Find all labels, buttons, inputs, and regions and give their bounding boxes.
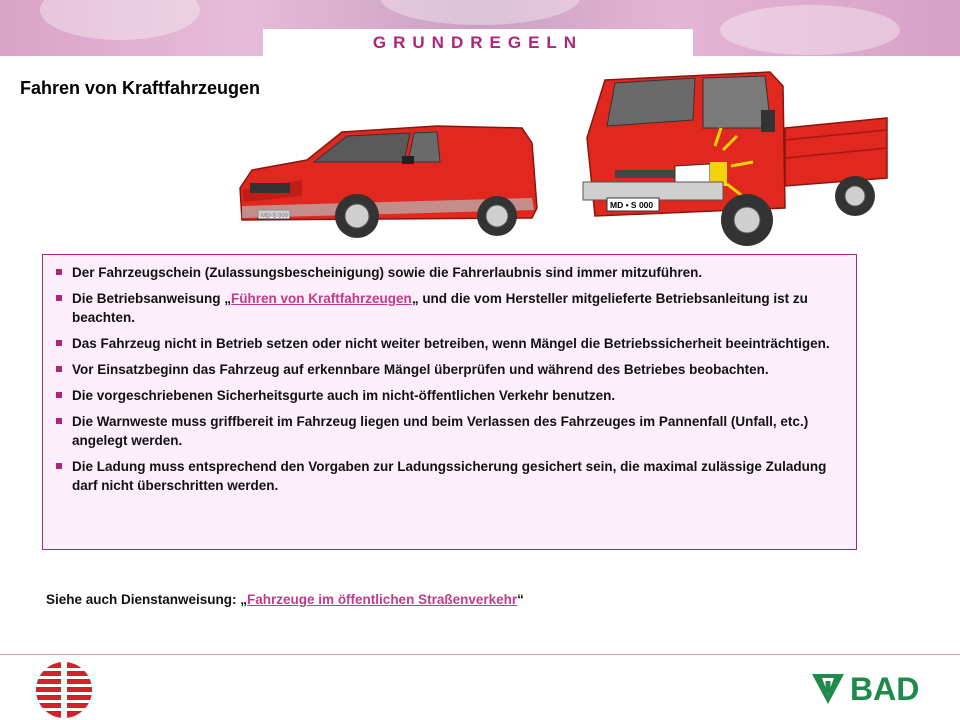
link-fuehren-von-kraftfahrzeugen[interactable]: Führen von Kraftfahrzeugen — [231, 291, 412, 306]
rule-item: Die vorgeschriebenen Sicherheitsgurte auch im nicht-öffentlichen Verkehr benutzen. — [53, 386, 846, 405]
page-title: Fahren von Kraftfahrzeugen — [20, 78, 261, 98]
link-fahrzeuge-im-strassenverkehr[interactable]: Fahrzeuge im öffentlichen Straßenverkehr — [247, 592, 518, 607]
rules-box — [42, 254, 857, 550]
rules-list — [43, 255, 856, 495]
rule-item: Das Fahrzeug nicht in Betrieb setzen oder nicht weiter betreiben, wenn Mängel die Betriebssicherheit beeinträchtigen. — [53, 334, 846, 353]
rule-item: Die Betriebsanweisung „Führen von Kraftfahrzeugen„ und die vom Hersteller mitgelieferte Betriebsanleitung ist zu beachten. — [53, 289, 846, 327]
rule-item: Der Fahrzeugschein (Zulassungsbescheinigung) sowie die Fahrerlaubnis sind immer mitzuführen. — [53, 263, 846, 282]
bullet-icon — [56, 269, 62, 275]
bullet-icon — [56, 295, 62, 301]
rule-item: Die Ladung muss entsprechend den Vorgaben zur Ladungssicherung gesichert sein, die maximal zulässige Zuladung darf nicht überschritten werden. — [53, 457, 846, 495]
bullet-icon — [56, 463, 62, 469]
van-illustration — [232, 118, 542, 248]
bullet-icon — [56, 418, 62, 424]
page-section-title: GRUNDREGELN — [372, 33, 584, 52]
footer-divider — [0, 654, 960, 655]
bad-logo-text: BAD — [850, 671, 920, 707]
see-also-note: Siehe auch Dienstanweisung: „Fahrzeuge im öffentlichen Straßenverkehr“ — [46, 592, 524, 607]
rule-item: Die Warnweste muss griffbereit im Fahrzeug liegen und beim Verlassen des Fahrzeuges im Pannenfall (Unfall, etc.) angelegt werden. — [53, 412, 846, 450]
bullet-icon — [56, 340, 62, 346]
rule-item: Vor Einsatzbeginn das Fahrzeug auf erkennbare Mängel überprüfen und während des Betriebes beobachten. — [53, 360, 846, 379]
truck-license-plate: MD • S 000 — [610, 200, 654, 210]
truck-illustration — [575, 58, 895, 254]
bullet-icon — [56, 366, 62, 372]
company-logo-left — [34, 660, 94, 720]
bullet-icon — [56, 392, 62, 398]
bad-logo — [808, 668, 948, 708]
